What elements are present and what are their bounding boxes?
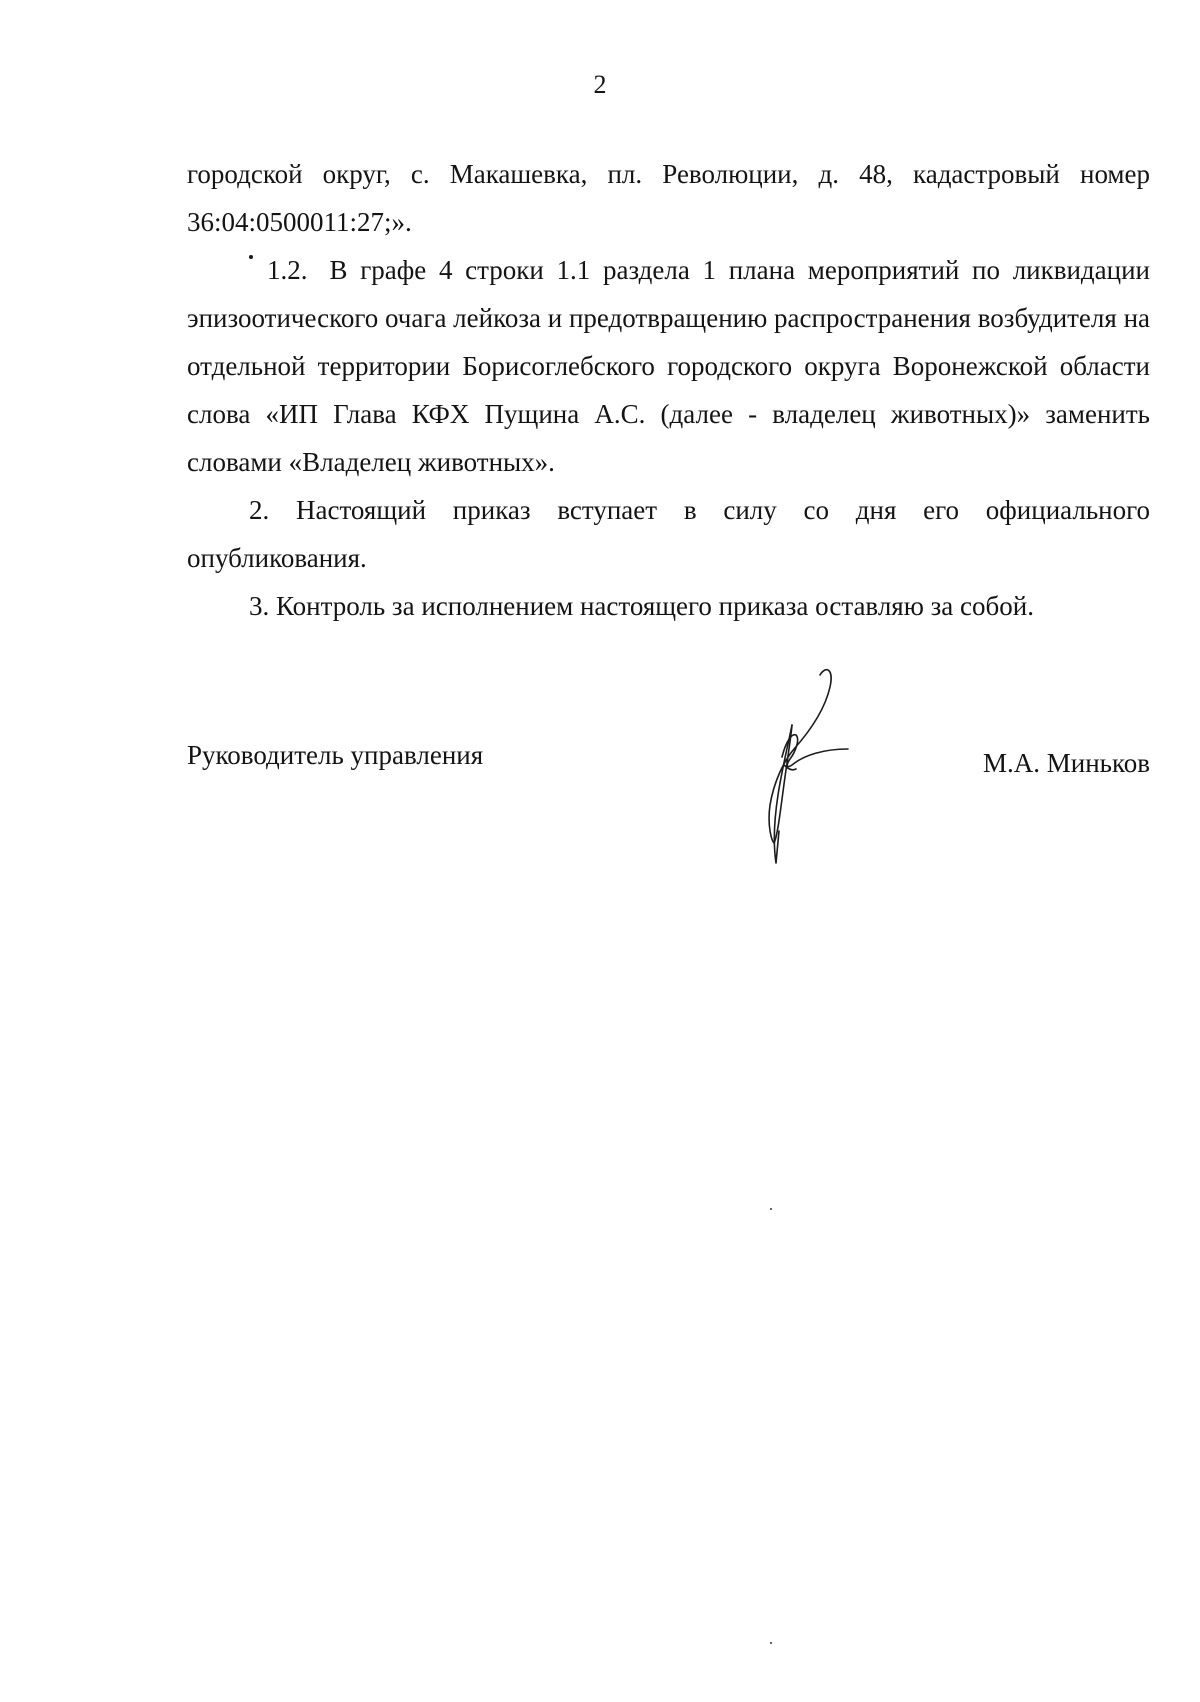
- scan-speck: [770, 1208, 772, 1210]
- document-body: [187, 150, 1150, 630]
- paragraph-continuation: городской округ, с. Макашевка, пл. Революции, д. 48, кадастровый номер 36:04:0500011:27;».: [187, 159, 1150, 237]
- item-text: В графе 4 строки 1.1 раздела 1 плана мероприятий по ликвидации эпизоотического очага лейкоза и предотвращению распространения возбудителя на отдельной территории Борисоглебского городского округа Воронежской области слова «ИП Глава КФХ Пущина А.С. (далее - владелец животных)» заменить словами «Владелец животных».: [187, 255, 1150, 477]
- signer-name: М.А. Миньков: [983, 748, 1150, 778]
- paragraph-item-2: 2. Настоящий приказ вступает в силу со дня его официального опубликования.: [187, 495, 1150, 573]
- signer-position: Руководитель управления: [187, 740, 484, 770]
- scan-speck: [770, 1642, 772, 1644]
- handwritten-signature: [730, 665, 850, 875]
- scan-mark: [249, 255, 253, 259]
- paragraph-item-3: 3. Контроль за исполнением настоящего приказа оставляю за собой.: [249, 591, 1034, 621]
- paragraph-item-1-2: [187, 246, 1150, 486]
- page-number: 2: [593, 70, 607, 99]
- item-number: 1.2.: [267, 255, 308, 285]
